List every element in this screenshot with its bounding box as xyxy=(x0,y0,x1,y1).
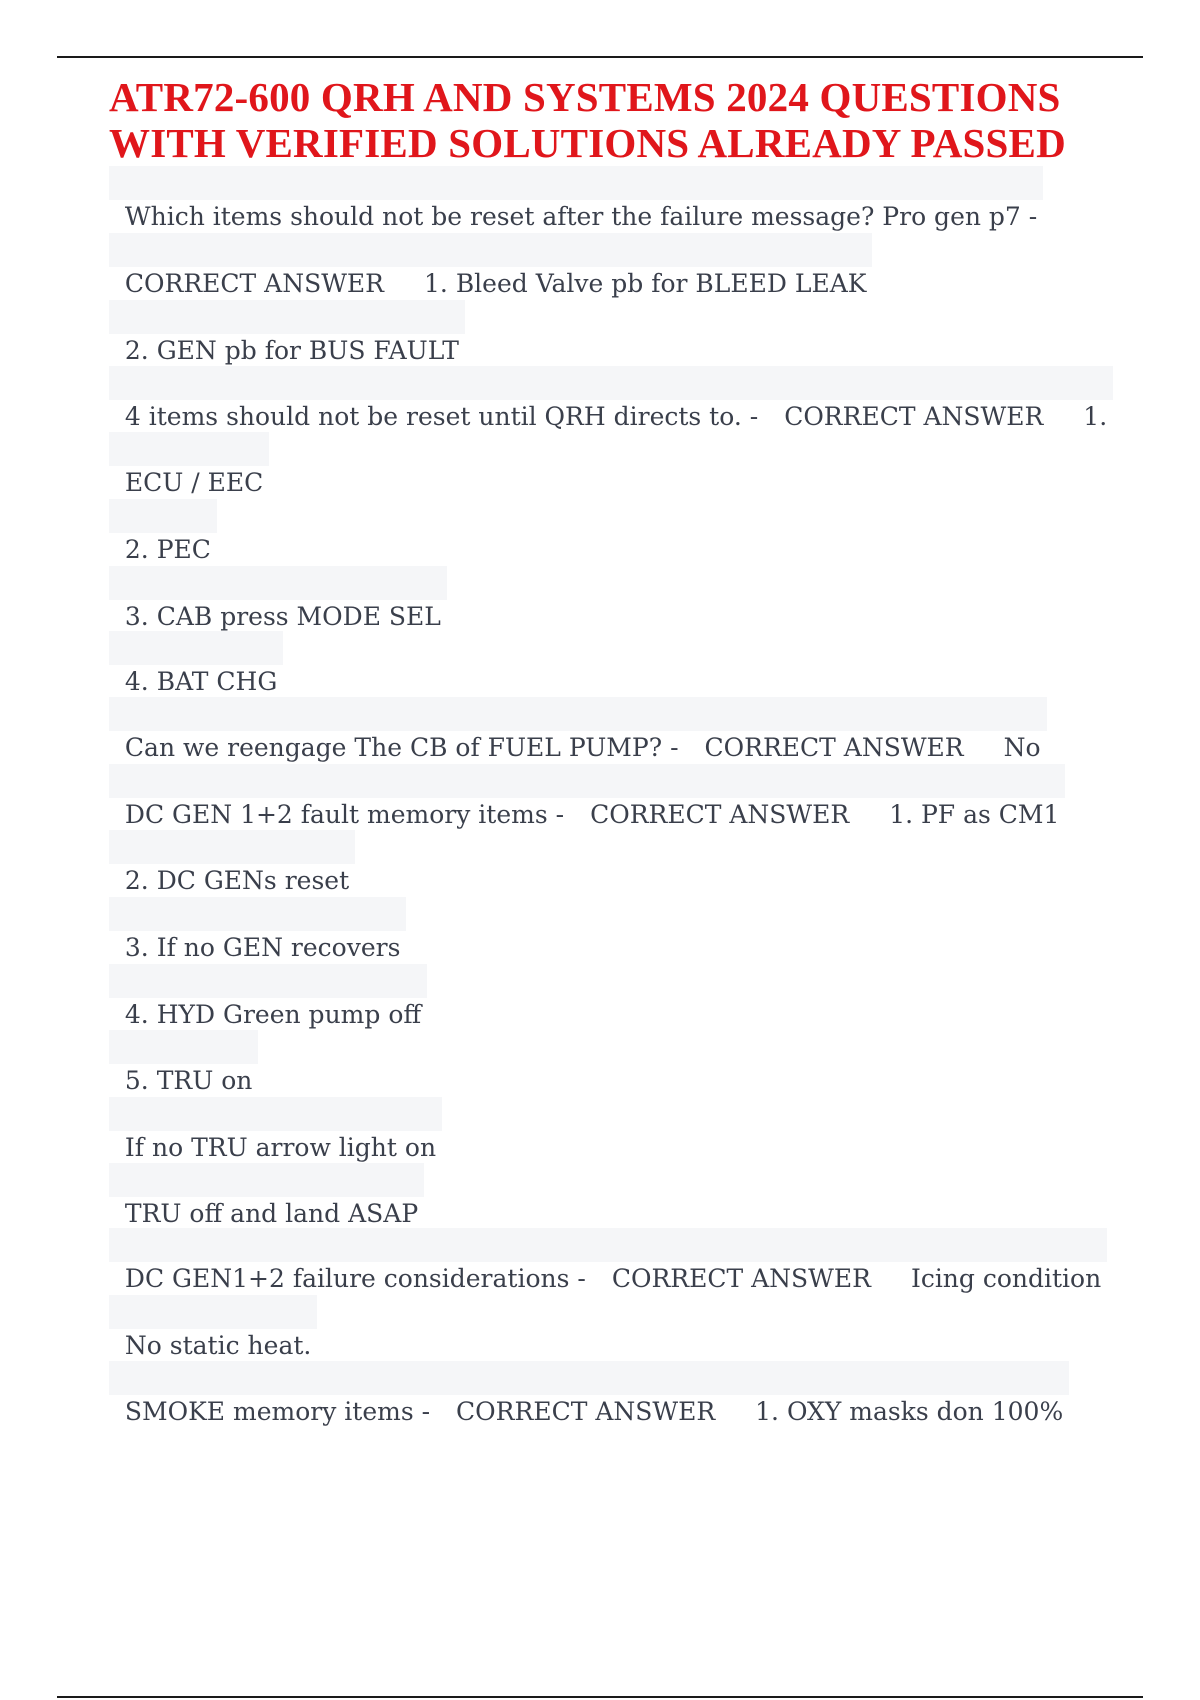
text-line xyxy=(109,1361,1069,1426)
text-line xyxy=(109,697,1047,762)
answer-label: CORRECT ANSWER xyxy=(611,1264,871,1293)
text-line xyxy=(109,1163,424,1228)
answer-text: 5. TRU on xyxy=(124,1066,253,1095)
top-rule xyxy=(57,56,1143,58)
answer-text: 1. xyxy=(1083,402,1108,431)
answer-text: 1. Bleed Valve pb for BLEED LEAK xyxy=(424,269,867,298)
question-text: DC GEN 1+2 fault memory items - xyxy=(124,800,565,829)
text-line xyxy=(109,764,1065,829)
answer-label: CORRECT ANSWER xyxy=(124,269,385,298)
question-text: SMOKE memory items - xyxy=(124,1397,431,1426)
text-line xyxy=(109,897,406,962)
answer-label: CORRECT ANSWER xyxy=(704,733,964,762)
text-line xyxy=(109,964,427,1029)
answer-label: CORRECT ANSWER xyxy=(456,1397,716,1426)
question-text: 4 items should not be reset until QRH directs to. - xyxy=(124,402,759,431)
answer-text: 2. PEC xyxy=(124,535,211,564)
text-line xyxy=(109,499,217,564)
document-title xyxy=(109,74,1149,166)
answer-label: CORRECT ANSWER xyxy=(590,800,850,829)
answer-text: Icing condition xyxy=(910,1264,1102,1293)
answer-text: TRU off and land ASAP xyxy=(124,1199,419,1228)
answer-text: 1. OXY masks don 100% xyxy=(755,1397,1064,1426)
title-line-1: ATR72-600 QRH AND SYSTEMS 2024 QUESTIONS xyxy=(109,74,1061,120)
answer-text: If no TRU arrow light on xyxy=(124,1133,437,1162)
text-line xyxy=(109,166,1043,231)
text-line xyxy=(109,830,355,895)
title-line-2: WITH VERIFIED SOLUTIONS ALREADY PASSED xyxy=(109,120,1066,166)
text-line xyxy=(109,432,269,497)
answer-text: ECU / EEC xyxy=(124,468,264,497)
text-line xyxy=(109,566,447,631)
text-line xyxy=(109,1295,317,1360)
text-line xyxy=(109,1030,258,1095)
answer-text: 1. PF as CM1 xyxy=(889,800,1060,829)
text-line xyxy=(109,1228,1107,1293)
text-line xyxy=(109,366,1113,431)
bottom-rule xyxy=(57,1696,1143,1698)
answer-text: 4. HYD Green pump off xyxy=(124,1000,422,1029)
answer-text: 4. BAT CHG xyxy=(124,667,278,696)
question-text: Which items should not be reset after the failure message? Pro gen p7 - xyxy=(124,202,1038,231)
answer-text: No xyxy=(1003,733,1041,762)
question-text: DC GEN1+2 failure considerations - xyxy=(124,1264,586,1293)
answer-text: 3. If no GEN recovers xyxy=(124,933,401,962)
answer-text: 3. CAB press MODE SEL xyxy=(124,602,441,631)
text-line xyxy=(109,233,872,298)
answer-text: 2. DC GENs reset xyxy=(124,866,350,895)
question-text: Can we reengage The CB of FUEL PUMP? - xyxy=(124,733,679,762)
text-line xyxy=(109,631,283,696)
answer-label: CORRECT ANSWER xyxy=(784,402,1044,431)
answer-text: 2. GEN pb for BUS FAULT xyxy=(124,336,459,365)
text-line xyxy=(109,300,465,365)
text-line xyxy=(109,1097,442,1162)
answer-text: No static heat. xyxy=(124,1331,312,1360)
